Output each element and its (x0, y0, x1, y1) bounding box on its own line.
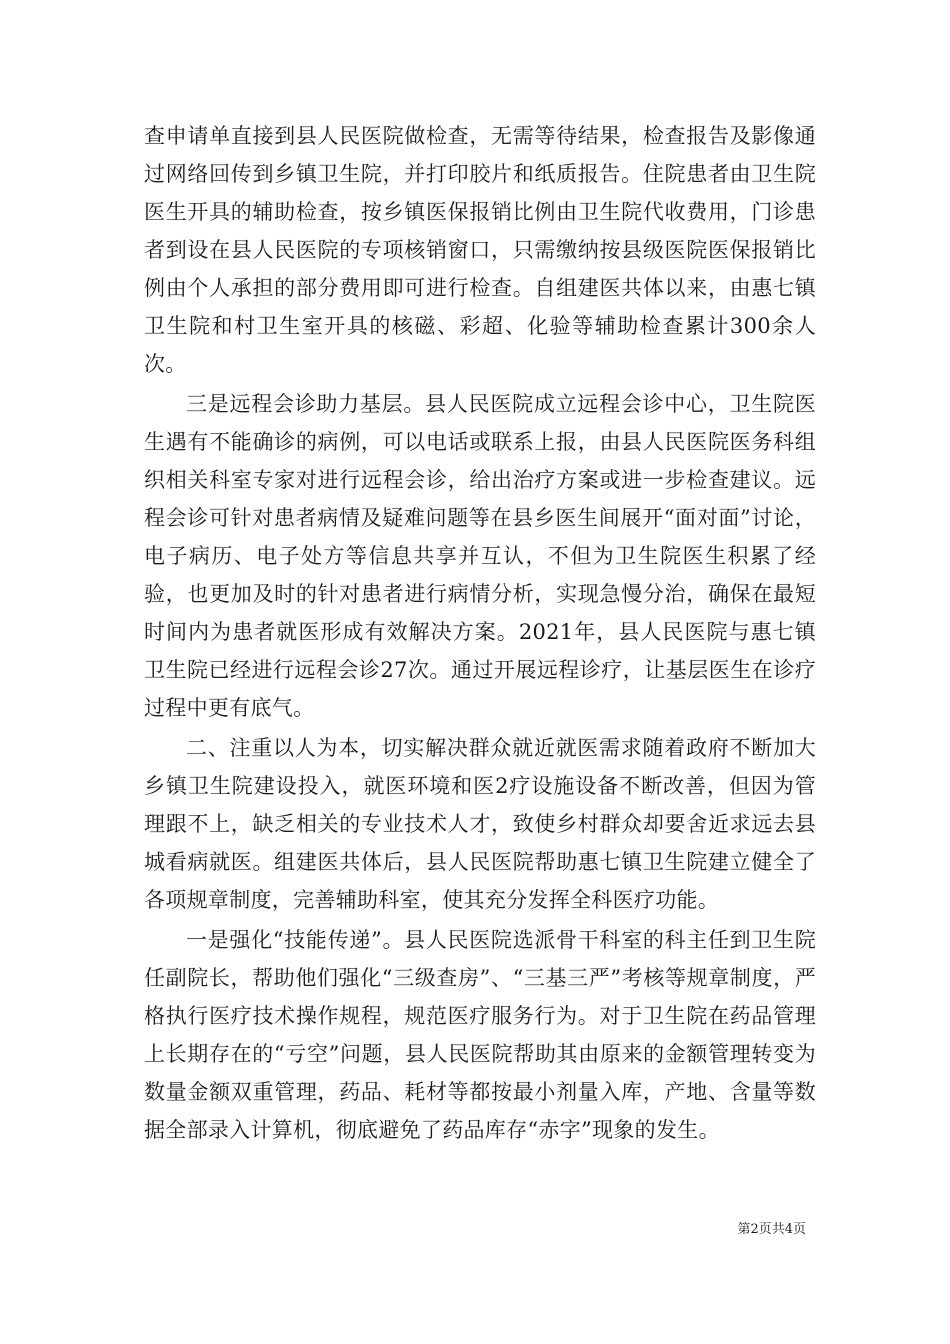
paragraph-3: 二、注重以人为本，切实解决群众就近就医需求随着政府不断加大乡镇卫生院建设投入，就医环境和医2疗设施设备不断改善，但因为管理跟不上，缺乏相关的专业技术人才，致使乡村群众却要舍近求远去县城看病就医。组建医共体后，县人民医院帮助惠七镇卫生院建立健全了各项规章制度，完善辅助科室，使其充分发挥全科医疗功能。 (144, 736, 816, 912)
paragraph-1: 查申请单直接到县人民医院做检查，无需等待结果，检查报告及影像通过网络回传到乡镇卫生院，并打印胶片和纸质报告。住院患者由卫生院医生开具的辅助检查，按乡镇医保报销比例由卫生院代收费用，门诊患者到设在县人民医院的专项核销窗口，只需缴纳按县级医院医保报销比例由个人承担的部分费用即可进行检查。自组建医共体以来，由惠七镇卫生院和村卫生室开具的核磁、彩超、化验等辅助检查累计300余人次。 (144, 124, 816, 376)
paragraph-4: 一是强化“技能传递”。县人民医院选派骨干科室的科主任到卫生院任副院长，帮助他们强化“三级查房”、“三基三严”考核等规章制度，严格执行医疗技术操作规程，规范医疗服务行为。对于卫生院在药品管理上长期存在的“亏空”问题，县人民医院帮助其由原来的金额管理转变为数量金额双重管理，药品、耗材等都按最小剂量入库，产地、含量等数据全部录入计算机，彻底避免了药品库存“赤字”现象的发生。 (144, 928, 816, 1142)
document-body (144, 117, 816, 1149)
paragraph-2: 三是远程会诊助力基层。县人民医院成立远程会诊中心，卫生院医生遇有不能确诊的病例，可以电话或联系上报，由县人民医院医务科组织相关科室专家对进行远程会诊，给出治疗方案或进一步检查建议。远程会诊可针对患者病情及疑难问题等在县乡医生间展开“面对面”讨论，电子病历、电子处方等信息共享并互认，不但为卫生院医生积累了经验，也更加及时的针对患者进行病情分析，实现急慢分治，确保在最短时间内为患者就医形成有效解决方案。2021年，县人民医院与惠七镇卫生院已经进行远程会诊27次。通过开展远程诊疗，让基层医生在诊疗过程中更有底气。 (144, 392, 816, 720)
page-number: 第2页共4页 (737, 1222, 806, 1237)
